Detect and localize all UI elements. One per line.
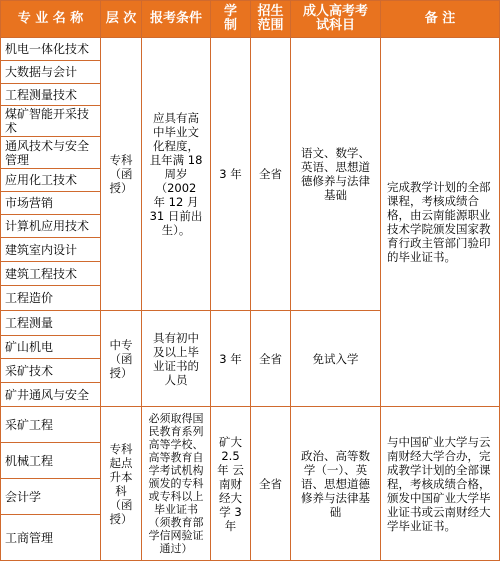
duration-cell: 3 年	[210, 37, 251, 311]
major-cell: 机械工程	[0, 442, 101, 479]
major-cell: 市场营销	[0, 191, 101, 215]
exam-cell: 语文、数学、英语、思想道德修养与法律基础	[290, 37, 381, 311]
major-cell: 应用化工技术	[0, 168, 101, 192]
remark-cell: 与中国矿业大学与云南财经大学合办，完成教学计划的全部课程，考核成绩合格，颁发中国矿业大学毕业证书或云南财经大学毕业证书。	[380, 406, 500, 561]
header-exam: 成人高考考试科目	[290, 0, 381, 38]
exam-cell: 免试入学	[290, 310, 381, 407]
scope-cell: 全省	[250, 37, 291, 311]
remark-cell: 完成教学计划的全部课程，考核成绩合格，由云南能源职业技术学院颁发国家教育行政主管部门验印的毕业证书。	[380, 37, 500, 407]
level-cell: 专科（函授）	[100, 37, 142, 311]
major-cell: 工商管理	[0, 514, 101, 561]
major-cell: 机电一体化技术	[0, 37, 101, 61]
scope-cell: 全省	[250, 406, 291, 561]
scope-cell: 全省	[250, 310, 291, 407]
header-major: 专 业 名 称	[0, 0, 101, 38]
major-cell: 矿山机电	[0, 335, 101, 359]
exam-cell: 政治、高等数学（一）、英语、思想道德修养与法律基础	[290, 406, 381, 561]
requirement-cell: 必须取得国民教育系列高等学校、高等教育自学考试机构颁发的专科或专科以上毕业证书（须教育部学信网验证通过）	[141, 406, 211, 561]
major-cell: 计算机应用技术	[0, 214, 101, 238]
major-cell: 大数据与会计	[0, 60, 101, 84]
major-cell: 采矿技术	[0, 358, 101, 383]
major-cell: 建筑室内设计	[0, 237, 101, 262]
level-cell: 专科起点升本科（函授）	[100, 406, 142, 561]
major-cell: 采矿工程	[0, 406, 101, 443]
major-cell: 工程测量技术	[0, 83, 101, 106]
duration-cell: 3 年	[210, 310, 251, 407]
major-cell: 煤矿智能开采技术	[0, 105, 101, 137]
duration-cell: 矿大 2.5 年 云南财经大学 3 年	[210, 406, 251, 561]
header-requirement: 报考条件	[141, 0, 211, 38]
major-cell: 通风技术与安全管理	[0, 136, 101, 169]
major-cell: 矿井通风与安全	[0, 382, 101, 407]
major-cell: 会计学	[0, 478, 101, 515]
header-duration: 学制	[210, 0, 251, 38]
requirement-cell: 应具有高中毕业文化程度，且年满 18 周岁（2002 年 12 月 31 日前出生）。	[141, 37, 211, 311]
requirement-cell: 具有初中及以上毕业证书的人员	[141, 310, 211, 407]
major-cell: 建筑工程技术	[0, 261, 101, 286]
header-level: 层 次	[100, 0, 142, 38]
level-cell: 中专（函授）	[100, 310, 142, 407]
major-cell: 工程测量	[0, 310, 101, 336]
header-remark: 备 注	[380, 0, 500, 38]
major-cell: 工程造价	[0, 285, 101, 311]
header-scope: 招生范围	[250, 0, 291, 38]
